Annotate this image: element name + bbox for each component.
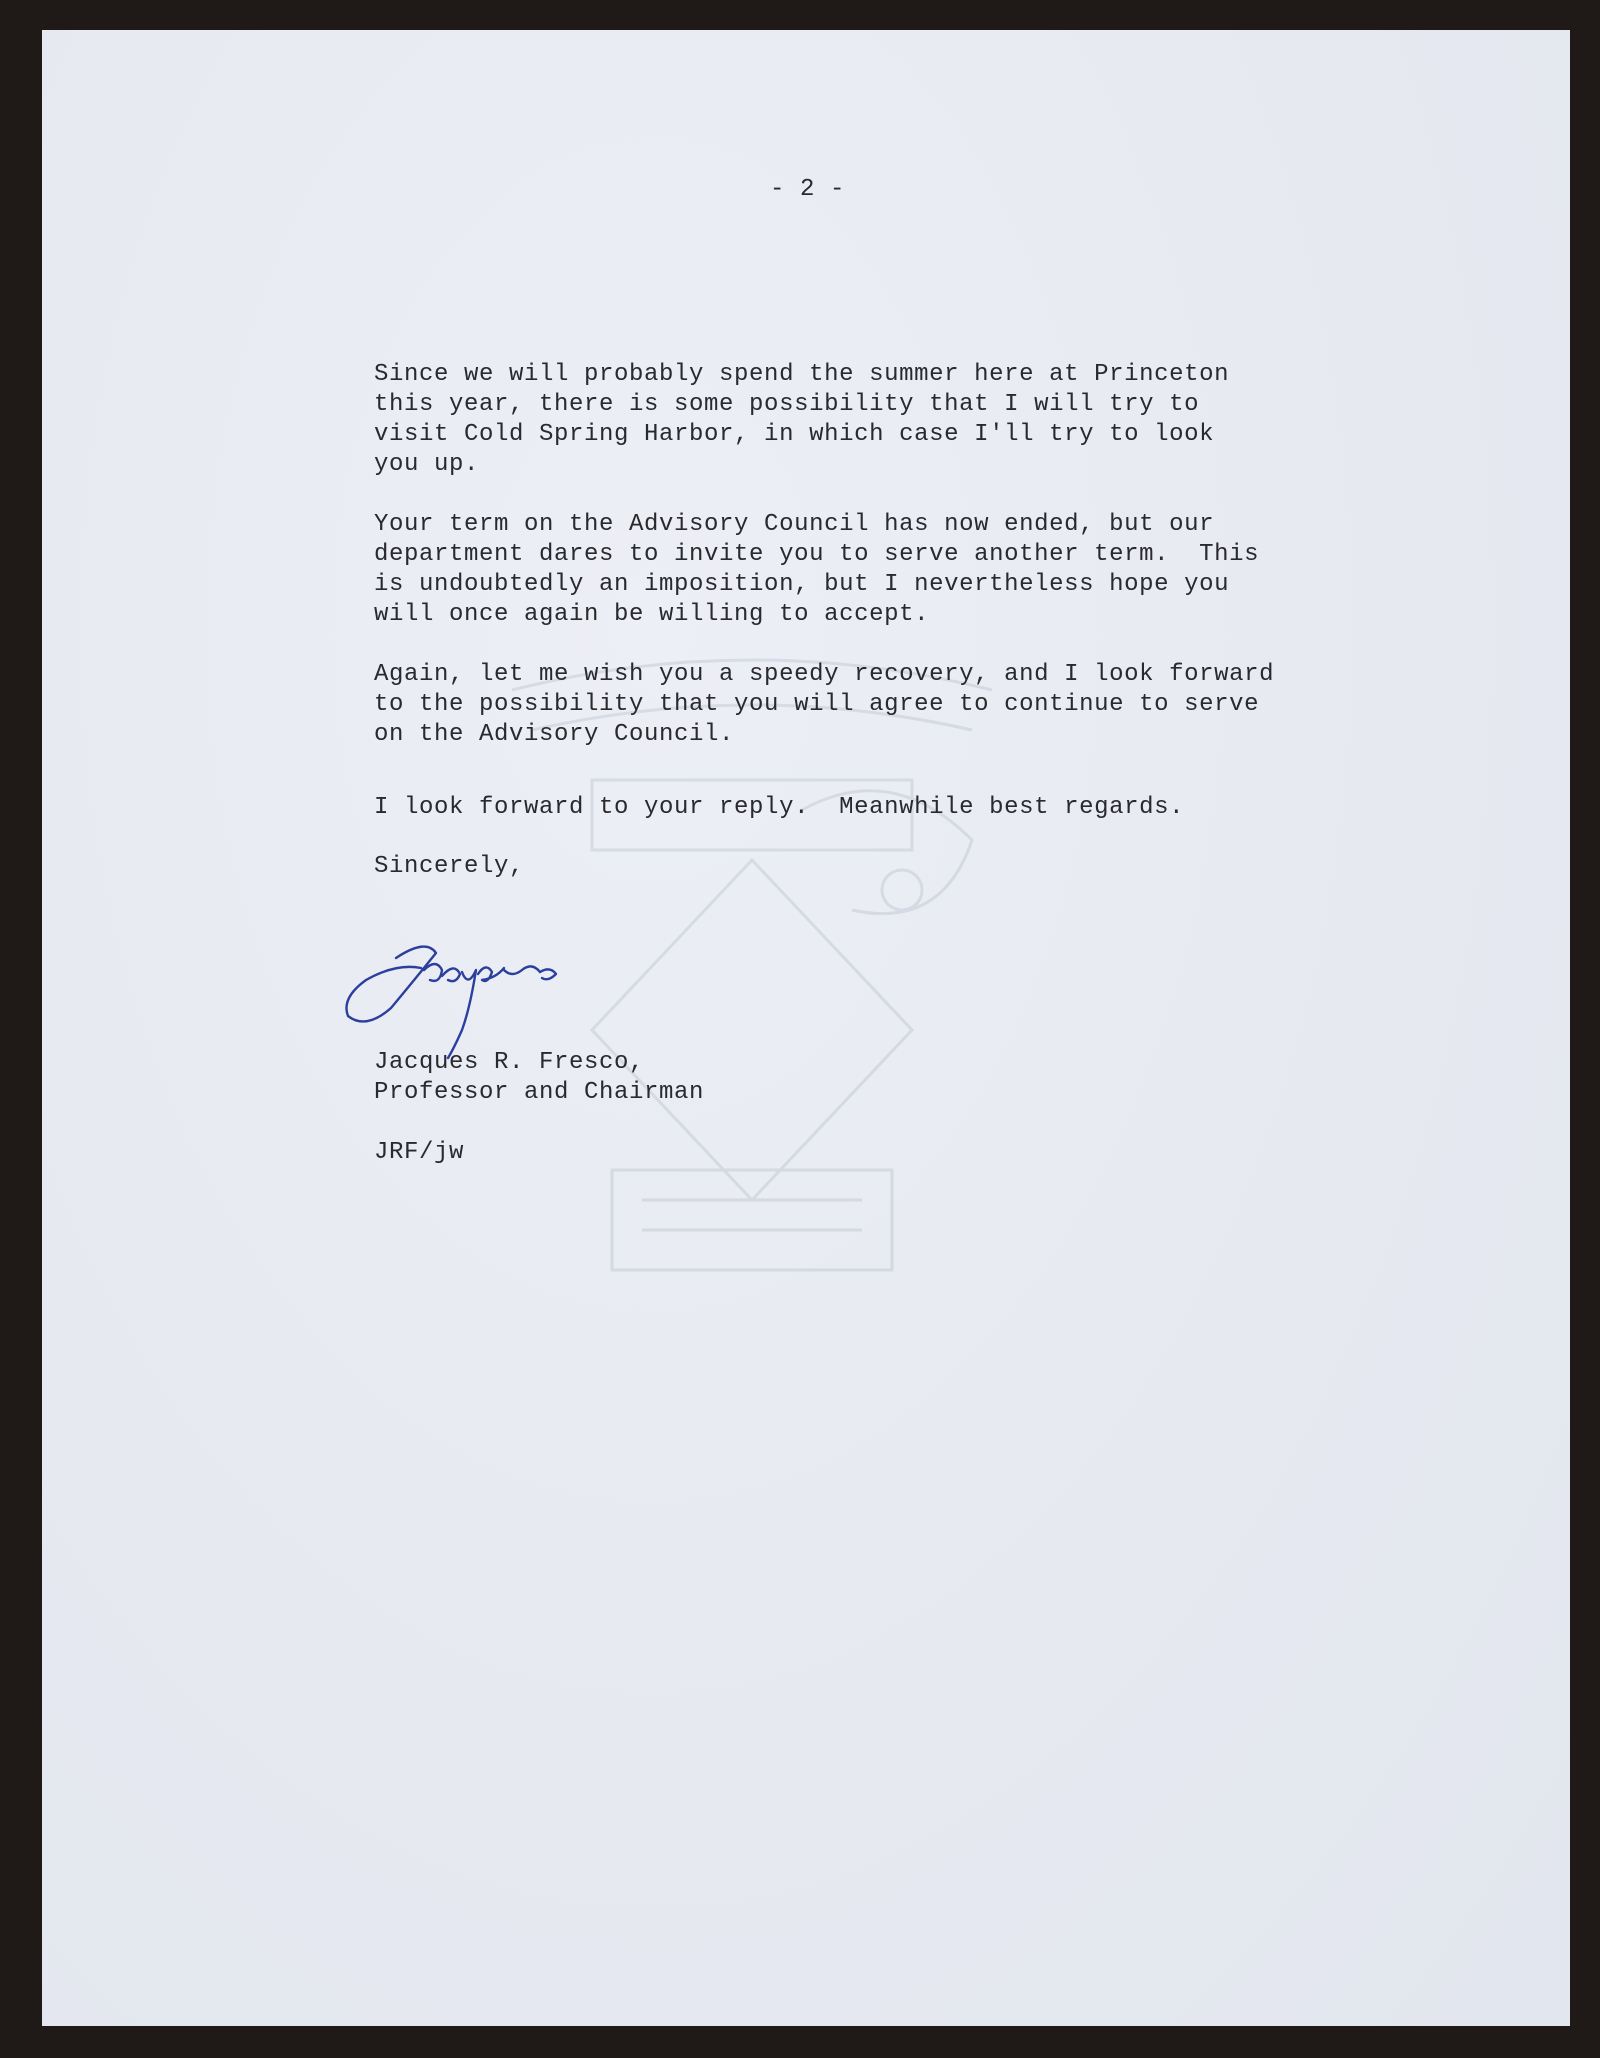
letter-body [42,30,1570,2026]
paragraph-regards: I look forward to your reply. Meanwhile best regards. [374,794,1185,821]
handwritten-signature [336,918,586,1068]
paragraph-recovery-wish: Again, let me wish you a speedy recovery, and I look forward to the possibility that you will agree to continue to serve on the Advisory Council. [374,661,1275,748]
paragraph-advisory-term: Your term on the Advisory Council has now ended, but our department dares to invite you to serve another term. This is undoubtedly an imposition, but I nevertheless hope you will once again be willing to accept. [374,511,1260,628]
signer-name: Jacques R. Fresco, [374,1049,645,1076]
closing-salutation: Sincerely, [374,853,525,880]
signer-title: Professor and Chairman [374,1079,705,1106]
reference-initials: JRF/jw [374,1139,465,1166]
letter-page [42,30,1570,2026]
paragraph-summer-visit: Since we will probably spend the summer here at Princeton this year, there is some possibility that I will try to visit Cold Spring Harbor, in which case I'll try to look you up. [374,361,1230,478]
page-number: - 2 - [770,176,846,203]
